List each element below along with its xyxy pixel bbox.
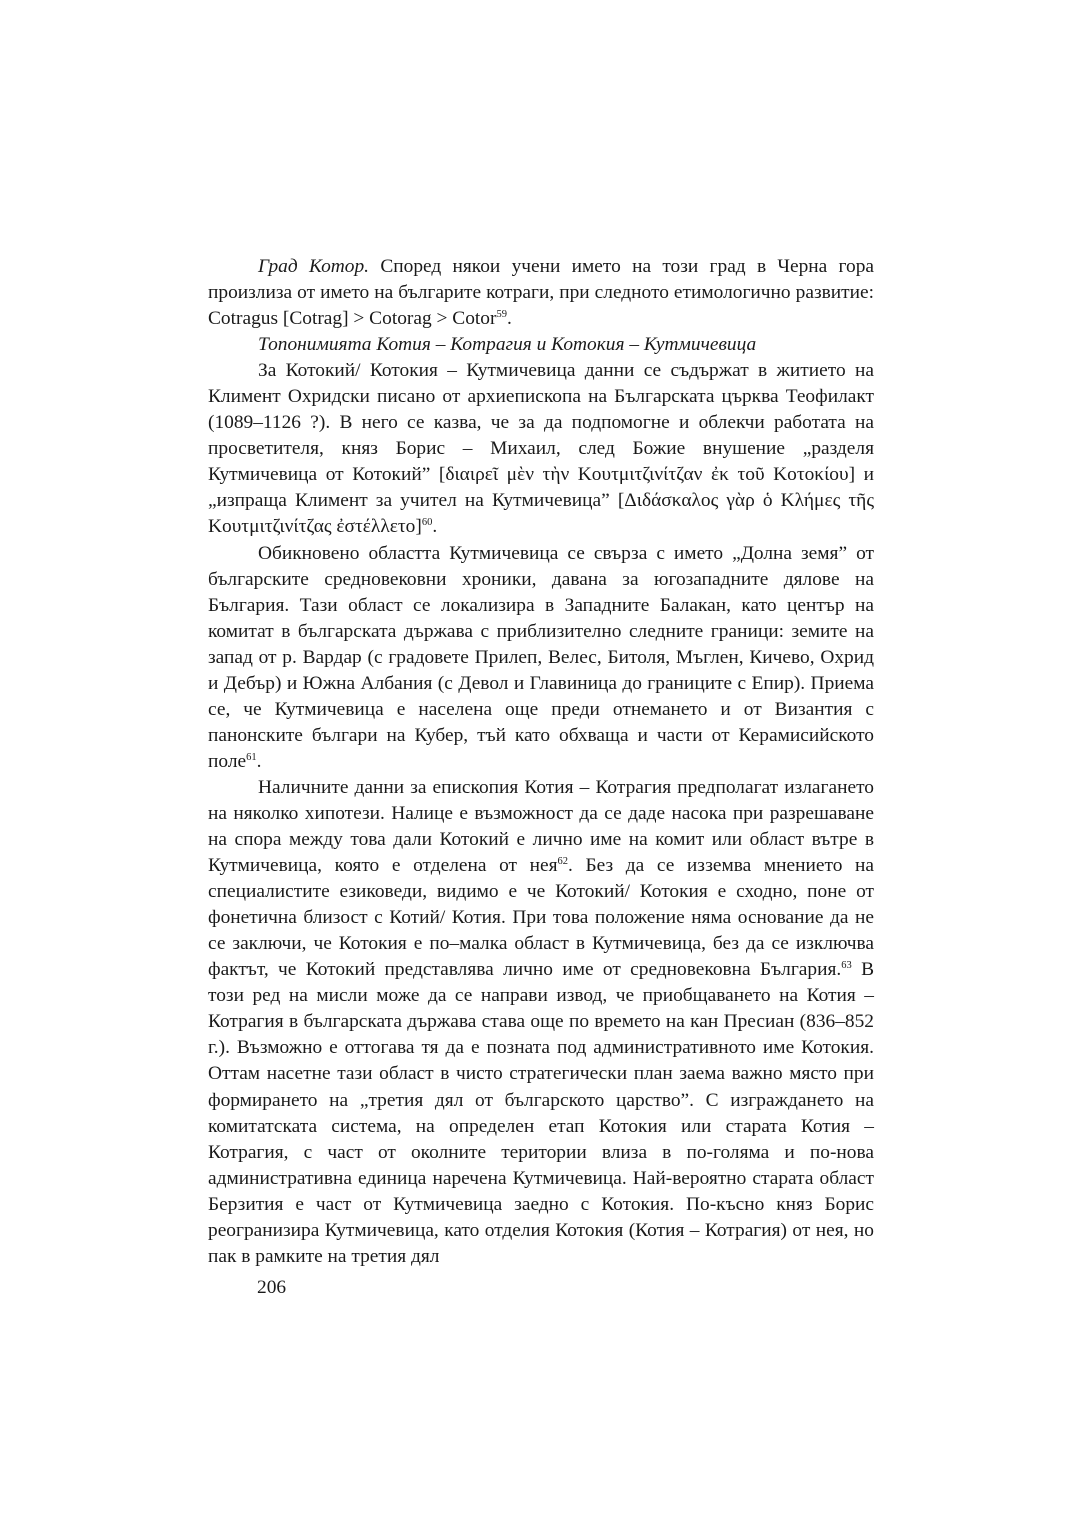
- kutmichevitsa-text: Обикновено областта Кутмичевица се свърза с името „Долна земя” от българските средновековни хроники, давана за югозападните дялове на България. Тази област се локализира в Западните Балакан, като център на комитат в българската държава с приблизително следните граници: земите на запад от р. Вардар (с градовете Прилеп, Велес, Битоля, Мъглен, Кичево, Охрид и Дебър) и Южна Албания (с Девол и Главиница до границите с Епир). Приема се, че Кутмичевица е населена още преди отнемането и от Византия с панонските българи на Кубер, тъй като обхваща и части от Керамисийското поле: [208, 542, 874, 772]
- footnote-ref-61: 61: [246, 751, 257, 763]
- footnote-ref-59: 59: [496, 309, 507, 321]
- hypotheses-text-a: Наличните данни за епископия Котия – Котрагия предполагат излагането на няколко хипотези. Налице е възможност да се даде насока при разрешаване на спора между това дали Котокий е лично име на комит или област вътре в Кутмичевица, която е отделена от нея: [208, 776, 874, 877]
- body-text: [208, 254, 874, 1270]
- footnote-ref-63: 63: [841, 960, 852, 972]
- paragraph-kotokiy: [208, 358, 874, 540]
- kotor-title: Град Котор.: [258, 256, 370, 277]
- kotokiy-tail: .: [432, 516, 438, 538]
- footnote-ref-60: 60: [421, 517, 433, 529]
- paragraph-kutmichevitsa: [208, 541, 874, 775]
- kutmichevitsa-tail: .: [256, 750, 262, 772]
- paragraph-kotor: [208, 254, 874, 332]
- hypotheses-text-c: В този ред на мисли може да се направи извод, че приобщаването на Котия – Котрагия в българската държава става още по времето на кан Пресиан (836–852 г.). Възможно е оттогава тя да е позната под административното име Котокия. Оттам насетне тази област в чисто стратегически план заема важно място при формирането на „третия дял от българското царство”. С изграждането на комитатската система, на определен етап Котокия или старата Котия – Котрагия, с част от околните територии влиза в по-голяма и по-нова административна единица наречена Кутмичевица. Най-вероятно старата област Берзития е част от Кутмичевица заедно с Котокия. По-късно княз Борис реогранизира Кутмичевица, като отделия Котокия (Котия – Котрагия) от нея, но пак в рамките на третия дял: [208, 959, 875, 1267]
- page-number: 206: [257, 1277, 287, 1298]
- hypotheses-text-b: . Без да се изземва мнението на специалистите езиковеди, видимо е че Котокий/ Котокия е сходно, поне от фонетична близост с Котий/ Котия. При това положение няма основание да не се заключи, че Котокия е по–малка област в Кутмичевица, без да се изключва фактът, че Котокий представлява лично име от средновековна България.: [208, 855, 874, 981]
- kotor-tail: .: [506, 308, 512, 330]
- kotokiy-text: За Котокий/ Котокия – Кутмичевица данни се съдържат в житието на Климент Охридски писано от архиепископа на Българската църква Теофилакт (1089–1126 ?). В него се казва, че за да подпомогне и облекчи работата на просветителя, княз Борис – Михаил, след Божие внушение „разделя Кутмичевица от Котокий” [διαιρεῖ μὲν τὴν Κουτμιτζινίτζαν ἐκ τοῦ Κοτοκίου] и „изпраща Климент за учител на Кутмичевица” [Διδάσκαλος γὰρ ὁ Κλήμες τῆς Κουτμιτζινίτζας ἐστέλλετο]: [208, 360, 874, 538]
- footnote-ref-62: 62: [557, 856, 569, 868]
- kotor-text: Според някои учени името на този град в Черна гора произлиза от името на българите котраги, при следното етимологично развитие: Cotragus [Cotrag] > Cotorag > Cotor: [208, 256, 874, 330]
- section-heading: Топонимията Котия – Котрагия и Котокия – Кутмичевица: [258, 334, 757, 356]
- paragraph-hypotheses: [208, 775, 874, 1270]
